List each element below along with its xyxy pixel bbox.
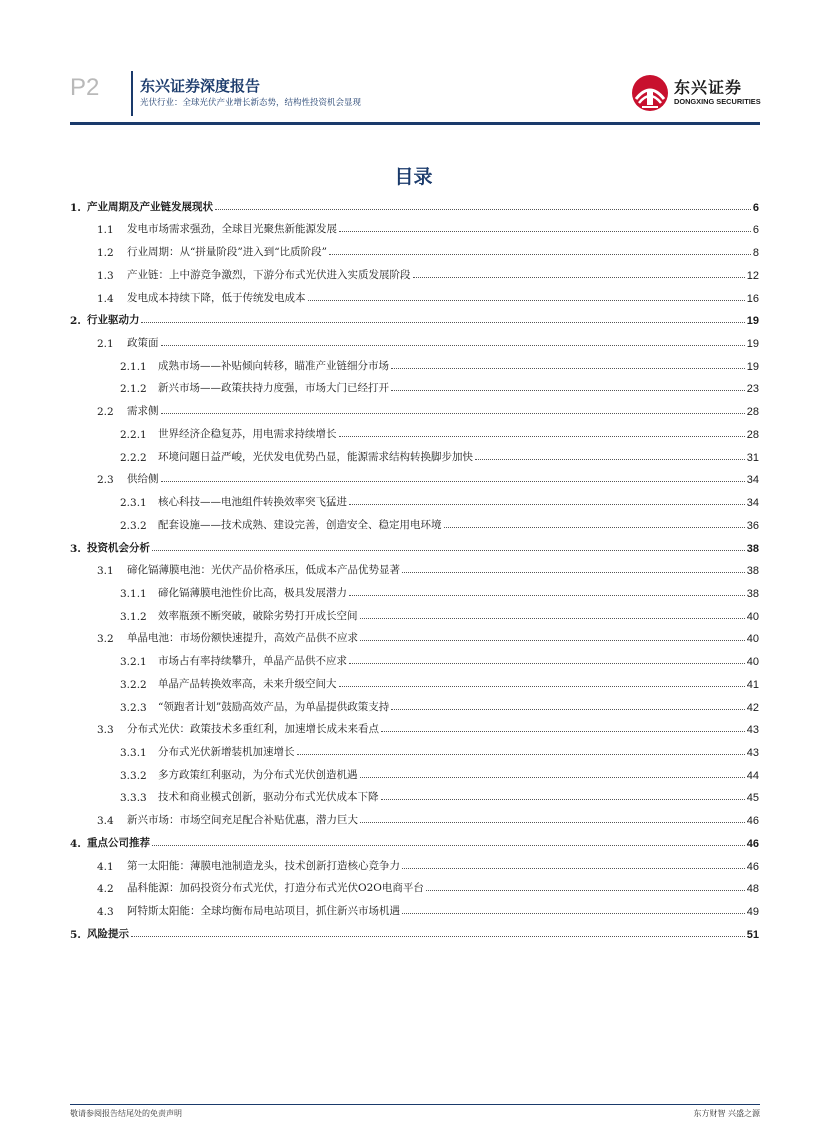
toc-entry-number: 1.2: [97, 247, 114, 260]
logo-emblem-icon: [630, 73, 670, 113]
toc-leader-dots: [475, 459, 745, 460]
toc-entry[interactable]: [70, 236, 759, 259]
toc-entry-page: 38: [746, 542, 759, 555]
toc-entry-page: 41: [746, 678, 759, 691]
toc-entry-number: 2.1.1: [120, 360, 147, 373]
footer-slogan: 东方财智 兴盛之源: [693, 1109, 760, 1118]
toc-leader-dots: [391, 368, 745, 369]
toc-entry-title: 供给侧: [127, 473, 159, 486]
toc-entry-number: 4.: [70, 837, 81, 850]
toc-leader-dots: [152, 845, 745, 846]
toc-entry-number: 2.1.2: [120, 383, 147, 396]
toc-entry-title: 单晶电池：市场份额快速提升，高效产品供不应求: [127, 632, 358, 645]
toc-leader-dots: [339, 436, 745, 437]
toc-entry-page: 19: [746, 360, 759, 373]
toc-entry-page: 48: [746, 883, 759, 896]
toc-entry[interactable]: [70, 191, 759, 214]
toc-leader-dots: [360, 640, 745, 641]
toc-entry-title: 第一太阳能：薄膜电池制造龙头，技术创新打造核心竞争力: [127, 859, 400, 872]
toc-entry-page: 28: [746, 406, 759, 419]
toc-entry[interactable]: [70, 600, 759, 623]
footer-rule: [70, 1104, 760, 1105]
toc-entry-page: 46: [746, 815, 759, 828]
toc-entry[interactable]: [70, 623, 759, 646]
toc-entry[interactable]: [70, 486, 759, 509]
toc-entry-number: 3.2: [97, 633, 114, 646]
toc-leader-dots: [360, 618, 745, 619]
toc-entry-number: 2.2.1: [120, 428, 147, 441]
toc-leader-dots: [391, 390, 745, 391]
toc-entry-page: 42: [746, 701, 759, 714]
toc-entry-page: 28: [746, 428, 759, 441]
toc-entry[interactable]: [70, 645, 759, 668]
toc-leader-dots: [141, 322, 744, 323]
toc-entry-number: 1.1: [97, 224, 114, 237]
toc-entry[interactable]: [70, 532, 759, 555]
toc-entry-title: 碲化镉薄膜电池：光伏产品价格承压，低成本产品优势显著: [127, 564, 400, 577]
toc-leader-dots: [329, 254, 751, 255]
report-title: 东兴证券深度报告: [140, 77, 261, 95]
toc-entry[interactable]: [70, 282, 759, 305]
toc-leader-dots: [161, 413, 745, 414]
toc-entry-page: 6: [752, 224, 759, 237]
toc-entry-number: 2.2.2: [120, 451, 147, 464]
toc-entry-page: 43: [746, 724, 759, 737]
toc-entry-page: 19: [746, 338, 759, 351]
toc-leader-dots: [381, 731, 745, 732]
toc-entry-number: 5.: [70, 928, 81, 941]
toc-entry-page: 46: [746, 837, 759, 850]
table-of-contents: [70, 191, 759, 941]
toc-leader-dots: [161, 345, 745, 346]
toc-entry-number: 2.2: [97, 406, 114, 419]
toc-entry-title: 环境问题日益严峻，光伏发电优势凸显，能源需求结构转换脚步加快: [158, 450, 473, 463]
toc-entry-page: 23: [746, 383, 759, 396]
toc-entry-page: 38: [746, 587, 759, 600]
toc-entry-page: 38: [746, 565, 759, 578]
toc-entry[interactable]: [70, 691, 759, 714]
toc-entry-page: 19: [746, 315, 759, 328]
toc-entry-page: 31: [746, 451, 759, 464]
toc-entry-number: 4.1: [97, 860, 114, 873]
toc-entry-page: 40: [746, 656, 759, 669]
toc-entry[interactable]: [70, 373, 759, 396]
toc-entry-title: 风险提示: [86, 927, 129, 940]
toc-leader-dots: [215, 209, 751, 210]
toc-entry-title: 需求侧: [127, 405, 159, 418]
toc-entry[interactable]: [70, 714, 759, 737]
company-logo: [630, 73, 760, 113]
toc-entry-title: 核心科技——电池组件转换效率突飞猛进: [158, 496, 347, 509]
toc-entry-page: 45: [746, 792, 759, 805]
toc-entry[interactable]: [70, 668, 759, 691]
toc-entry-number: 2.: [70, 315, 81, 328]
toc-entry-number: 4.3: [97, 906, 114, 918]
toc-entry[interactable]: [70, 259, 759, 282]
toc-entry-number: 3.2.2: [120, 678, 147, 691]
toc-leader-dots: [413, 277, 745, 278]
toc-leader-dots: [131, 936, 745, 937]
toc-entry-title: 晶科能源：加码投资分布式光伏，打造分布式光伏O2O电商平台: [127, 882, 424, 895]
toc-title: 目录: [394, 166, 433, 188]
toc-entry-title: 新兴市场——政策扶持力度强，市场大门已经打开: [158, 382, 389, 395]
toc-entry-title: 分布式光伏：政策技术多重红利，加速增长成未来看点: [127, 723, 379, 736]
toc-entry[interactable]: [70, 827, 759, 850]
toc-entry-number: 2.3: [97, 474, 114, 487]
toc-entry-title: 配套设施——技术成熟、建设完善，创造安全、稳定用电环境: [158, 518, 442, 531]
toc-entry-number: 3.1.1: [120, 587, 147, 600]
toc-entry[interactable]: [70, 555, 759, 578]
toc-entry-page: 6: [752, 201, 759, 214]
toc-entry[interactable]: [70, 350, 759, 373]
toc-entry[interactable]: [70, 804, 759, 827]
toc-entry-page: 43: [746, 746, 759, 759]
toc-entry-title: 发电市场需求强劲，全球目光聚焦新能源发展: [127, 223, 337, 236]
report-subtitle: 光伏行业：全球光伏产业增长新态势，结构性投资机会显现: [140, 98, 362, 108]
toc-entry-number: 3.: [70, 542, 81, 555]
toc-entry-page: 8: [752, 247, 759, 260]
toc-entry-page: 44: [746, 769, 759, 782]
toc-leader-dots: [444, 527, 745, 528]
toc-entry[interactable]: [70, 782, 759, 805]
toc-entry-page: 34: [746, 497, 759, 510]
toc-entry[interactable]: [70, 441, 759, 464]
toc-entry-page: 12: [746, 269, 759, 282]
toc-leader-dots: [308, 300, 745, 301]
toc-entry-title: 政策面: [127, 337, 159, 350]
logo-text-cn: 东兴证券: [674, 78, 743, 97]
toc-entry[interactable]: [70, 850, 759, 873]
toc-entry-page: 16: [746, 292, 759, 305]
toc-entry-number: 3.1: [97, 565, 114, 578]
toc-entry-page: 49: [746, 906, 759, 918]
toc-leader-dots: [402, 572, 745, 573]
toc-leader-dots: [339, 686, 745, 687]
toc-entry-number: 3.3.1: [120, 746, 147, 759]
toc-entry-number: 3.2.1: [120, 656, 147, 669]
toc-entry-title: 行业驱动力: [86, 314, 140, 327]
toc-entry-number: 1.3: [97, 269, 114, 282]
footer-disclaimer: 敬请参阅报告结尾处的免责声明: [70, 1109, 182, 1118]
toc-entry-number: 3.4: [97, 815, 114, 828]
toc-leader-dots: [297, 754, 745, 755]
toc-leader-dots: [381, 799, 745, 800]
toc-entry-number: 3.3.3: [120, 792, 147, 805]
toc-entry-title: 技术和商业模式创新，驱动分布式光伏成本下降: [158, 791, 379, 804]
toc-leader-dots: [349, 663, 745, 664]
toc-leader-dots: [360, 777, 745, 778]
toc-entry-title: 效率瓶颈不断突破，破除劣势打开成长空间: [158, 609, 358, 622]
toc-entry-number: 3.3: [97, 724, 114, 737]
toc-entry-title: 阿特斯太阳能：全球均衡布局电站项目，抓住新兴市场机遇: [127, 905, 400, 917]
toc-entry-title: 单晶产品转换效率高，未来升级空间大: [158, 677, 337, 690]
toc-entry-page: 34: [746, 474, 759, 487]
toc-entry[interactable]: [70, 464, 759, 487]
toc-entry-number: 1.: [70, 201, 81, 214]
header-rule: [70, 122, 760, 125]
toc-entry[interactable]: [70, 759, 759, 782]
toc-leader-dots: [349, 595, 745, 596]
toc-entry-title: 发电成本持续下降，低于传统发电成本: [127, 291, 306, 304]
toc-leader-dots: [402, 868, 745, 869]
toc-entry[interactable]: [70, 214, 759, 237]
toc-leader-dots: [391, 709, 745, 710]
logo-text-en: DONGXING SECURITIES: [674, 97, 761, 106]
toc-entry[interactable]: [70, 305, 759, 328]
toc-entry[interactable]: [70, 918, 759, 941]
toc-entry[interactable]: [70, 577, 759, 600]
toc-entry-title: 行业周期：从“拼量阶段”进入到“比质阶段”: [127, 246, 327, 259]
toc-entry-title: 产业周期及产业链发展现状: [86, 200, 213, 213]
toc-entry[interactable]: [70, 395, 759, 418]
toc-entry-number: 3.3.2: [120, 769, 147, 782]
toc-leader-dots: [402, 913, 745, 914]
toc-entry[interactable]: [70, 895, 759, 918]
toc-entry[interactable]: [70, 418, 759, 441]
toc-entry[interactable]: [70, 327, 759, 350]
toc-entry-title: “领跑者计划”鼓励高效产品，为单晶提供政策支持: [158, 700, 390, 713]
page-number: P2: [70, 74, 100, 101]
toc-entry-number: 3.1.2: [120, 610, 147, 623]
toc-entry-number: 3.2.3: [120, 701, 147, 714]
toc-entry-title: 产业链：上中游竞争激烈，下游分布式光伏进入实质发展阶段: [127, 268, 411, 281]
toc-entry-title: 多方政策红利驱动，为分布式光伏创造机遇: [158, 768, 358, 781]
toc-entry[interactable]: [70, 736, 759, 759]
toc-leader-dots: [152, 550, 745, 551]
toc-entry-title: 市场占有率持续攀升，单晶产品供不应求: [158, 655, 347, 668]
toc-entry-title: 成熟市场——补贴倾向转移，瞄准产业链细分市场: [158, 359, 389, 372]
toc-leader-dots: [360, 822, 745, 823]
toc-entry-page: 46: [746, 860, 759, 873]
toc-entry-page: 40: [746, 610, 759, 623]
toc-entry[interactable]: [70, 873, 759, 896]
toc-entry-title: 世界经济企稳复苏，用电需求持续增长: [158, 427, 337, 440]
toc-entry-title: 新兴市场：市场空间充足配合补贴优惠，潜力巨大: [127, 814, 358, 827]
toc-entry-page: 36: [746, 519, 759, 532]
toc-leader-dots: [426, 890, 745, 891]
toc-entry-number: 2.3.1: [120, 497, 147, 510]
toc-entry[interactable]: [70, 509, 759, 532]
toc-entry-number: 4.2: [97, 883, 114, 896]
toc-entry-title: 分布式光伏新增装机加速增长: [158, 745, 295, 758]
toc-entry-page: 40: [746, 633, 759, 646]
toc-entry-number: 1.4: [97, 292, 114, 305]
header-divider: [131, 71, 133, 116]
toc-leader-dots: [161, 481, 745, 482]
toc-entry-title: 碲化镉薄膜电池性价比高，极具发展潜力: [158, 586, 347, 599]
toc-leader-dots: [339, 231, 751, 232]
toc-leader-dots: [349, 504, 745, 505]
toc-entry-page: 51: [746, 928, 759, 941]
toc-entry-title: 重点公司推荐: [86, 836, 150, 849]
toc-entry-number: 2.1: [97, 338, 114, 351]
toc-entry-number: 2.3.2: [120, 519, 147, 532]
toc-entry-title: 投资机会分析: [86, 541, 150, 554]
